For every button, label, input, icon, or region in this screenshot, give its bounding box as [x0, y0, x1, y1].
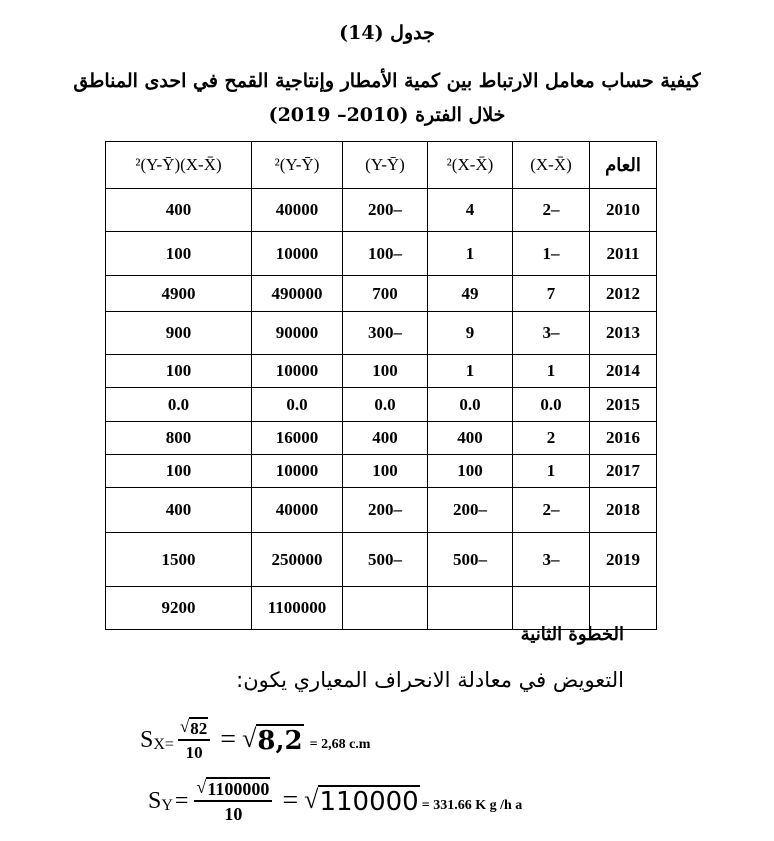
cell-product-total: 9200	[106, 587, 252, 630]
cell-y-dev: 0.0	[343, 388, 428, 422]
substitution-text: التعويض في معادلة الانحراف المعياري يكون:	[236, 668, 624, 692]
cell-x-dev-sq: –200	[428, 488, 513, 533]
cell-x-dev: –2	[513, 488, 590, 533]
cell-y-dev: 100	[343, 355, 428, 388]
table-row	[106, 189, 657, 232]
cell-y-dev	[343, 587, 428, 630]
cell-product: 0.0	[106, 388, 252, 422]
cell-y-dev-sq: 16000	[252, 422, 343, 455]
cell-year: 2019	[590, 533, 657, 587]
cell-x-dev: –3	[513, 312, 590, 355]
cell-y-dev-sq: 10000	[252, 355, 343, 388]
cell-year: 2018	[590, 488, 657, 533]
cell-y-dev: –300	[343, 312, 428, 355]
sy-subscript: Y	[161, 797, 173, 814]
cell-product: 1500	[106, 533, 252, 587]
cell-x-dev: –2	[513, 189, 590, 232]
cell-x-dev-sq: 400	[428, 422, 513, 455]
cell-product: 4900	[106, 276, 252, 312]
sqrt-icon: √ 1100000	[196, 777, 270, 799]
cell-product: 800	[106, 422, 252, 455]
cell-x-dev-sq: 1	[428, 232, 513, 276]
table-row	[106, 533, 657, 587]
sx-fraction	[178, 717, 210, 763]
sy-equals-small: =	[174, 787, 189, 814]
cell-y-dev: –100	[343, 232, 428, 276]
step-heading: الخطوة الثانية	[520, 624, 624, 645]
cell-y-dev-sq: 10000	[252, 232, 343, 276]
cell-year: 2014	[590, 355, 657, 388]
equation-sx	[140, 717, 370, 763]
table-row	[106, 355, 657, 388]
cell-year: 2011	[590, 232, 657, 276]
sy-equals: =	[282, 785, 299, 816]
cell-y-dev-sq: 10000	[252, 455, 343, 488]
sx-result: = 2,68 c.m	[309, 737, 371, 752]
cell-year: 2017	[590, 455, 657, 488]
cell-product: 100	[106, 455, 252, 488]
cell-y-dev-sq: 90000	[252, 312, 343, 355]
sx-equals-small: =	[164, 736, 174, 753]
cell-x-dev-sq: 100	[428, 455, 513, 488]
equation-sy	[148, 777, 522, 825]
cell-product: 100	[106, 355, 252, 388]
cell-x-dev-sq: 1	[428, 355, 513, 388]
cell-y-dev-sq: 250000	[252, 533, 343, 587]
sx-subscript: X	[153, 736, 165, 753]
sy-symbol: S	[148, 787, 162, 814]
cell-y-dev-sq: 40000	[252, 488, 343, 533]
cell-y-dev: 100	[343, 455, 428, 488]
page-title: كيفية حساب معامل الارتباط بين كمية الأمطار وإنتاجية القمح في احدى المناطق	[73, 70, 701, 92]
cell-y-dev: –500	[343, 533, 428, 587]
cell-x-dev: 1	[513, 455, 590, 488]
cell-year: 2010	[590, 189, 657, 232]
correlation-table	[105, 141, 657, 630]
sx-denominator: 10	[185, 743, 203, 762]
sqrt-icon: √	[304, 785, 319, 814]
table-header-row	[106, 142, 657, 189]
cell-y-dev-sq: 40000	[252, 189, 343, 232]
table-row	[106, 312, 657, 355]
cell-y-dev-sq: 0.0	[252, 388, 343, 422]
sy-denominator: 10	[224, 804, 243, 824]
sx-numerator	[178, 717, 210, 741]
header-x-dev-sq: (X-X̄)²	[428, 142, 513, 189]
cell-y-dev: –200	[343, 189, 428, 232]
cell-x-dev-sq	[428, 587, 513, 630]
table-row	[106, 388, 657, 422]
header-x-dev: (X-X̄)	[513, 142, 590, 189]
sx-numerator-value: 82	[190, 719, 208, 738]
cell-x-dev: –3	[513, 533, 590, 587]
sy-numerator-value: 1100000	[207, 779, 270, 799]
sqrt-icon: √ 82	[179, 717, 208, 738]
sx-radicand: 8,2	[257, 726, 303, 756]
header-year: العام	[590, 142, 657, 189]
cell-product: 400	[106, 189, 252, 232]
cell-x-dev: –1	[513, 232, 590, 276]
cell-x-dev: 2	[513, 422, 590, 455]
sx-equals: =	[220, 724, 237, 755]
cell-product: 900	[106, 312, 252, 355]
table-row	[106, 232, 657, 276]
sy-numerator	[194, 777, 272, 802]
cell-y-dev: 700	[343, 276, 428, 312]
header-y-dev: (Y-Ȳ)	[343, 142, 428, 189]
cell-x-dev-sq: –500	[428, 533, 513, 587]
cell-x-dev-sq: 9	[428, 312, 513, 355]
cell-x-dev: 1	[513, 355, 590, 388]
cell-product: 400	[106, 488, 252, 533]
sqrt-icon: √	[242, 724, 257, 753]
cell-y-dev-sq-total: 1100000	[252, 587, 343, 630]
cell-x-dev-sq: 49	[428, 276, 513, 312]
sx-symbol: S	[140, 726, 154, 753]
table-row	[106, 422, 657, 455]
sx-sqrt	[242, 724, 304, 756]
cell-x-dev: 7	[513, 276, 590, 312]
cell-year: 2013	[590, 312, 657, 355]
header-y-dev-sq: (Y-Ȳ)²	[252, 142, 343, 189]
header-product: (X-X̄)(Y-Ȳ)²	[106, 142, 252, 189]
table-row	[106, 488, 657, 533]
table-row	[106, 455, 657, 488]
sy-result: = 331.66 K g /h a	[421, 798, 523, 813]
sy-radicand: 110000	[319, 787, 419, 817]
cell-y-dev: 400	[343, 422, 428, 455]
cell-y-dev-sq: 490000	[252, 276, 343, 312]
cell-x-dev: 0.0	[513, 388, 590, 422]
cell-x-dev-sq: 4	[428, 189, 513, 232]
cell-year: 2012	[590, 276, 657, 312]
cell-year: 2016	[590, 422, 657, 455]
sy-fraction	[194, 777, 272, 825]
page-subtitle: خلال الفترة (2010– 2019)	[268, 104, 506, 126]
cell-year: 2015	[590, 388, 657, 422]
cell-product: 100	[106, 232, 252, 276]
cell-x-dev-sq: 0.0	[428, 388, 513, 422]
table-row	[106, 276, 657, 312]
sy-sqrt	[304, 785, 420, 817]
cell-y-dev: –200	[343, 488, 428, 533]
table-label: جدول (14)	[339, 22, 435, 44]
